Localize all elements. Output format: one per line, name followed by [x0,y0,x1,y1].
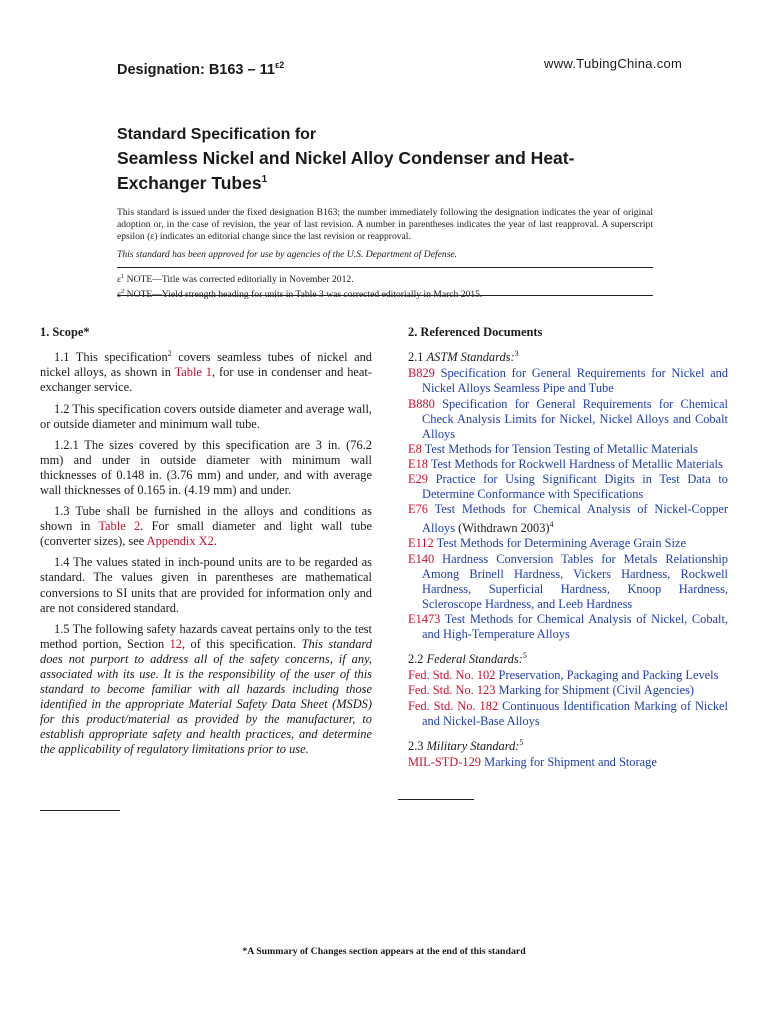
appendix-x2-link[interactable]: Appendix X2 [146,534,214,549]
approved-statement: This standard has been approved for use by agencies of the U.S. Department of Defense. [117,249,458,260]
reference-title-link[interactable]: Test Methods for Determining Average Grain Size [436,536,686,551]
scope-para-1-4: 1.4 The values stated in inch-pound units are to be regarded as standard. The values given in parentheses are mathematical conversions to SI units that are provided for information only and are not considered standard. [40,555,372,615]
reference-code-link[interactable]: E18 [408,456,428,471]
designation: Designation: $B163 - 11^{\varepsilon 2}$ [117,60,285,78]
reference-item [408,699,728,729]
reference-title-link[interactable]: Test Methods for Chemical Analysis of Nickel, Cobalt, and High-Temperature Alloys [422,611,729,642]
reference-title-link[interactable]: Continuous Identification Marking of Nickel and Nickel-Base Alloys [422,698,728,728]
reference-code-link[interactable]: Fed. Std. No. 182 [408,698,499,713]
reference-title-link[interactable]: Specification for General Requirements for Chemical Check Analysis Limits for Nickel, Nickel Alloys and Cobalt Alloys [422,396,728,441]
scope-section [40,325,372,764]
summary-of-changes-note: *A Summary of Changes section appears at the end of this standard [242,946,526,957]
reference-withdrawn-note: (Withdrawn 2003) [455,521,550,536]
note-1: $\varepsilon^1$ NOTE—Title was corrected editorially in November 2012. [117,273,354,286]
reference-item [408,442,728,457]
reference-code-link[interactable]: B880 [408,396,435,411]
federal-list [408,668,728,728]
scope-para-1-1: 1.1 This specification$^2$ covers seamless tubes of nickel and nickel alloys, as shown in Table 1, for use in condenser and heat-exchanger service. [40,349,372,395]
scope-para-1-2: 1.2 This specification covers outside diameter and average wall, or outside diameter and minimum wall tube. [40,401,372,431]
divider-bottom [117,295,653,296]
issued-statement: This standard is issued under the fixed designation B163; the number immediately following the designation indicates the year of original adoption or, in the case of revision, the year of last revision. A number in parentheses indicates the year of last reapproval. A superscript epsilon (ε) indicates an editorial change since the last revision or reapproval. [117,207,653,243]
reference-item [408,397,728,442]
footnote-rule-right [398,799,474,800]
scope-para-1-5: 1.5 The following safety hazards caveat pertains only to the test method portion, Section 12, of this specification. This standard does not purport to address all of the safety concerns, if any, associated with its use. It is the responsibility of the user of this standard to become familiar with all hazards including those identified in the appropriate Material Safety Data Sheet (MSDS) for this product/material as provided by the manufacturer, to establish appropriate safety and health practices, and determine the applicability of regulatory limitations prior to use. [40,621,372,757]
military-list [408,755,728,770]
reference-item [408,552,728,612]
reference-title-link[interactable]: Test Methods for Chemical Analysis of Nickel-Copper Alloys [422,502,729,536]
editorial-notes [117,271,653,301]
reference-code-link[interactable]: Fed. Std. No. 123 [408,683,496,698]
reference-title-link[interactable]: Hardness Conversion Tables for Metals Relationship Among Brinell Hardness, Vickers Hardness, Rockwell Hardness, Superficial Hardness, Knoop Hardness, Scleroscope Hardness, and Leeb Hardness [422,551,728,611]
reference-code-link[interactable]: Fed. Std. No. 102 [408,668,496,683]
reference-code-link[interactable]: E8 [408,441,422,456]
reference-item [408,536,728,551]
reference-item [408,502,728,536]
reference-title-link[interactable]: Test Methods for Rockwell Hardness of Metallic Materials [430,456,723,471]
table-2-link[interactable]: Table 2 [98,519,141,534]
reference-code-link[interactable]: E140 [408,551,435,566]
title-line-1: Standard Specification for [117,126,317,143]
reference-title-link[interactable]: Practice for Using Significant Digits in Test Data to Determine Conformance with Specifications [422,471,728,502]
note-2: $\varepsilon^2$ NOTE—Yield strength heading for units in Table 3 was corrected editorially in March 2015. [117,288,483,301]
table-1-link[interactable]: Table 1 [174,365,212,380]
reference-title-link[interactable]: Preservation, Packaging and Packing Levels [498,668,719,683]
page-title: Seamless Nickel and Nickel Alloy Condenser and Heat-Exchanger Tubes$^1$ [117,148,575,193]
reference-code-link[interactable]: E112 [408,536,434,551]
reference-item [408,472,728,502]
reference-title-link[interactable]: Specification for General Requirements for Nickel and Nickel Alloys Seamless Pipe and Tube [422,366,728,396]
website-link[interactable]: www.TubingChina.com [544,56,683,71]
military-standard-label: 2.3 Military Standard:$^5$ [408,737,524,753]
reference-code-link[interactable]: E1473 [408,611,441,626]
reference-code-link[interactable]: E29 [408,471,428,486]
scope-para-1-2-1: 1.2.1 The sizes covered by this specification are 3 in. (76.2 mm) and under in outside diameter with minimum wall thicknesses of 0.148 in. (3.76 mm) and under, and with average wall thicknesses of 0.165 in. (4.19 mm) and under. [40,437,372,497]
scope-para-1-3: 1.3 Tube shall be furnished in the alloys and conditions as shown in Table 2. For small diameter and light wall tube (converter sizes), see Appendix X2. [40,504,372,549]
section-12-link[interactable]: 12 [169,636,182,651]
reference-item [408,755,728,770]
reference-code-link[interactable]: MIL-STD-129 [408,754,481,769]
reference-title-link[interactable]: Marking for Shipment (Civil Agencies) [498,683,695,698]
divider-top [117,267,653,268]
reference-title-link[interactable]: Test Methods for Tension Testing of Metallic Materials [424,441,698,456]
federal-standards-label: 2.2 Federal Standards:$^5$ [408,651,527,667]
references-heading: 2. Referenced Documents [408,325,543,339]
reference-item [408,366,728,396]
footnote-rule-left [40,810,120,811]
references-section [408,325,728,770]
reference-title-link[interactable]: Marking for Shipment and Storage [484,754,657,769]
reference-item [408,457,728,472]
reference-item [408,612,728,642]
reference-code-link[interactable]: E76 [408,502,428,517]
reference-footnote-mark: 4 [549,520,554,530]
reference-code-link[interactable]: B829 [408,366,435,381]
reference-item [408,668,728,683]
reference-item [408,683,728,698]
astm-list [408,366,728,642]
astm-standards-label: 2.1 ASTM Standards:$^3$ [408,349,519,365]
scope-heading: 1. Scope* [40,325,90,339]
